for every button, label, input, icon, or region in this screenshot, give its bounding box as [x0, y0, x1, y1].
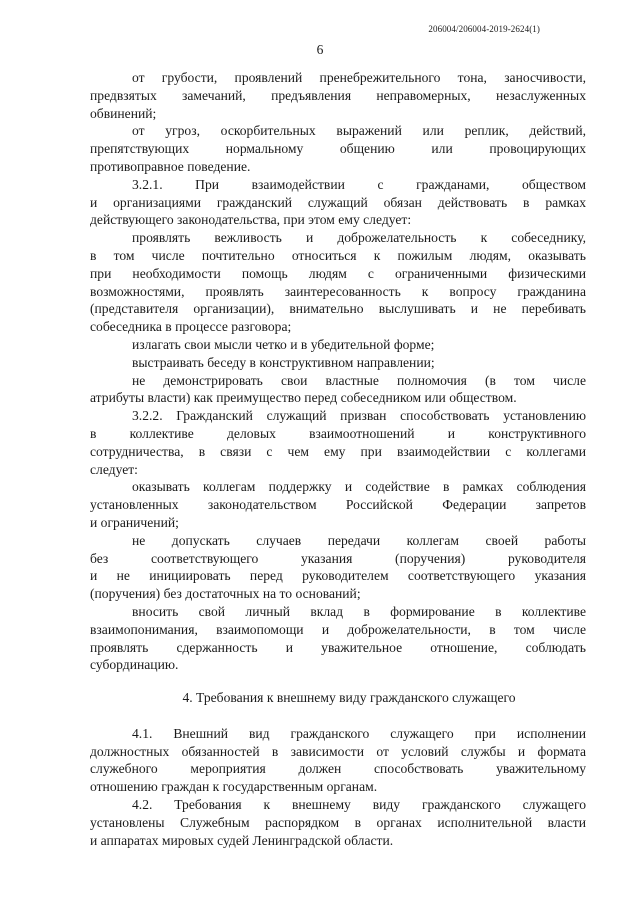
text-line: следует:: [90, 461, 138, 477]
text-line: не демонстрировать свои властные полномочия (в том числе: [132, 372, 586, 388]
text-line: возможностями, проявлять заинтересованность к вопросу гражданина: [90, 283, 586, 299]
text-line: препятствующих нормальному общению или провоцирующих: [90, 141, 586, 157]
document-body: [90, 69, 586, 849]
text-line: собеседника в процессе разговора;: [90, 319, 292, 335]
text-line: при необходимости помощь людям с ограниченными физическими: [90, 265, 586, 281]
paragraph: [90, 725, 586, 796]
text-line: взаимопонимания, взаимопомощи и доброжелательности, в том числе: [90, 621, 586, 637]
paragraph: [90, 532, 586, 603]
text-line: от грубости, проявлений пренебрежительного тона, заносчивости,: [132, 70, 586, 85]
text-line: (поручения) без достаточных на то оснований;: [90, 586, 361, 602]
text-line: (представителя организации), внимательно выслушивать и не перебивать: [90, 301, 586, 317]
paragraph: [90, 122, 586, 175]
text-line: 3.2.1. При взаимодействии с гражданами, обществом: [132, 176, 586, 192]
text-line: и ограничений;: [90, 514, 179, 530]
text-line: и организациями гражданский служащий обязан действовать в рамках: [90, 194, 586, 210]
text-line: атрибуты власти) как преимущество перед собеседником или обществом.: [90, 390, 517, 406]
paragraph: [90, 372, 586, 408]
paragraph: [90, 796, 586, 849]
paragraph: [90, 176, 586, 229]
text-line: в том числе почтительно относиться к пожилым людям, оказывать: [90, 247, 586, 263]
document-code: 206004/206004-2019-2624(1): [428, 24, 540, 34]
text-line: в коллективе деловых взаимоотношений и конструктивного: [90, 425, 586, 441]
text-line: проявлять вежливость и доброжелательность к собеседнику,: [132, 230, 586, 246]
paragraph: [90, 354, 586, 372]
text-line: предвзятых замечаний, предъявления неправомерных, незаслуженных: [90, 87, 586, 103]
text-line: и не инициировать перед руководителем соответствующего указания: [90, 568, 586, 584]
text-line: от угроз, оскорбительных выражений или реплик, действий,: [132, 123, 586, 139]
paragraph: [90, 407, 586, 478]
text-line: установленных законодательством Российской Федерации запретов: [90, 497, 586, 513]
text-line: оказывать коллегам поддержку и содействие в рамках соблюдения: [132, 479, 586, 495]
paragraph: [90, 336, 586, 354]
text-line: сотрудничества, в связи с чем ему при взаимодействии с коллегами: [90, 443, 586, 459]
page-number: 6: [316, 42, 324, 57]
text-line: не допускать случаев передачи коллегам своей работы: [132, 532, 586, 548]
text-line: 4.2. Требования к внешнему виду гражданского служащего: [132, 797, 586, 813]
text-line: 3.2.2. Гражданский служащий призван способствовать установлению: [132, 408, 586, 424]
text-line: 4.1. Внешний вид гражданского служащего при исполнении: [132, 725, 586, 741]
text-line: вносить свой личный вклад в формирование в коллективе: [132, 603, 586, 619]
paragraph: [90, 478, 586, 531]
text-line: и аппаратах мировых судей Ленинградской области.: [90, 832, 394, 848]
paragraph: [90, 229, 586, 336]
text-line: служебного мероприятия должен способствовать уважительному: [90, 761, 586, 777]
text-line: излагать свои мысли четко и в убедительной форме;: [132, 336, 435, 352]
text-line: субординацию.: [90, 657, 179, 673]
text-line: установлены Служебным распорядком в органах исполнительной власти: [90, 814, 586, 830]
text-line: должностных обязанностей в зависимости от условий службы и формата: [90, 743, 586, 759]
text-line: выстраивать беседу в конструктивном направлении;: [132, 354, 435, 370]
text-line: действующего законодательства, при этом ему следует:: [90, 212, 412, 228]
paragraph: [90, 603, 586, 674]
section-heading: 4. Требования к внешнему виду гражданского служащего: [182, 690, 516, 706]
text-line: противоправное поведение.: [90, 158, 251, 174]
text-line: обвинений;: [90, 105, 157, 121]
paragraph: [90, 69, 586, 122]
text-line: без соответствующего указания (поручения) руководителя: [90, 550, 586, 566]
text-line: проявлять сдержанность и уважительное отношение, соблюдать: [90, 639, 586, 655]
text-line: отношению граждан к государственным органам.: [90, 779, 378, 795]
